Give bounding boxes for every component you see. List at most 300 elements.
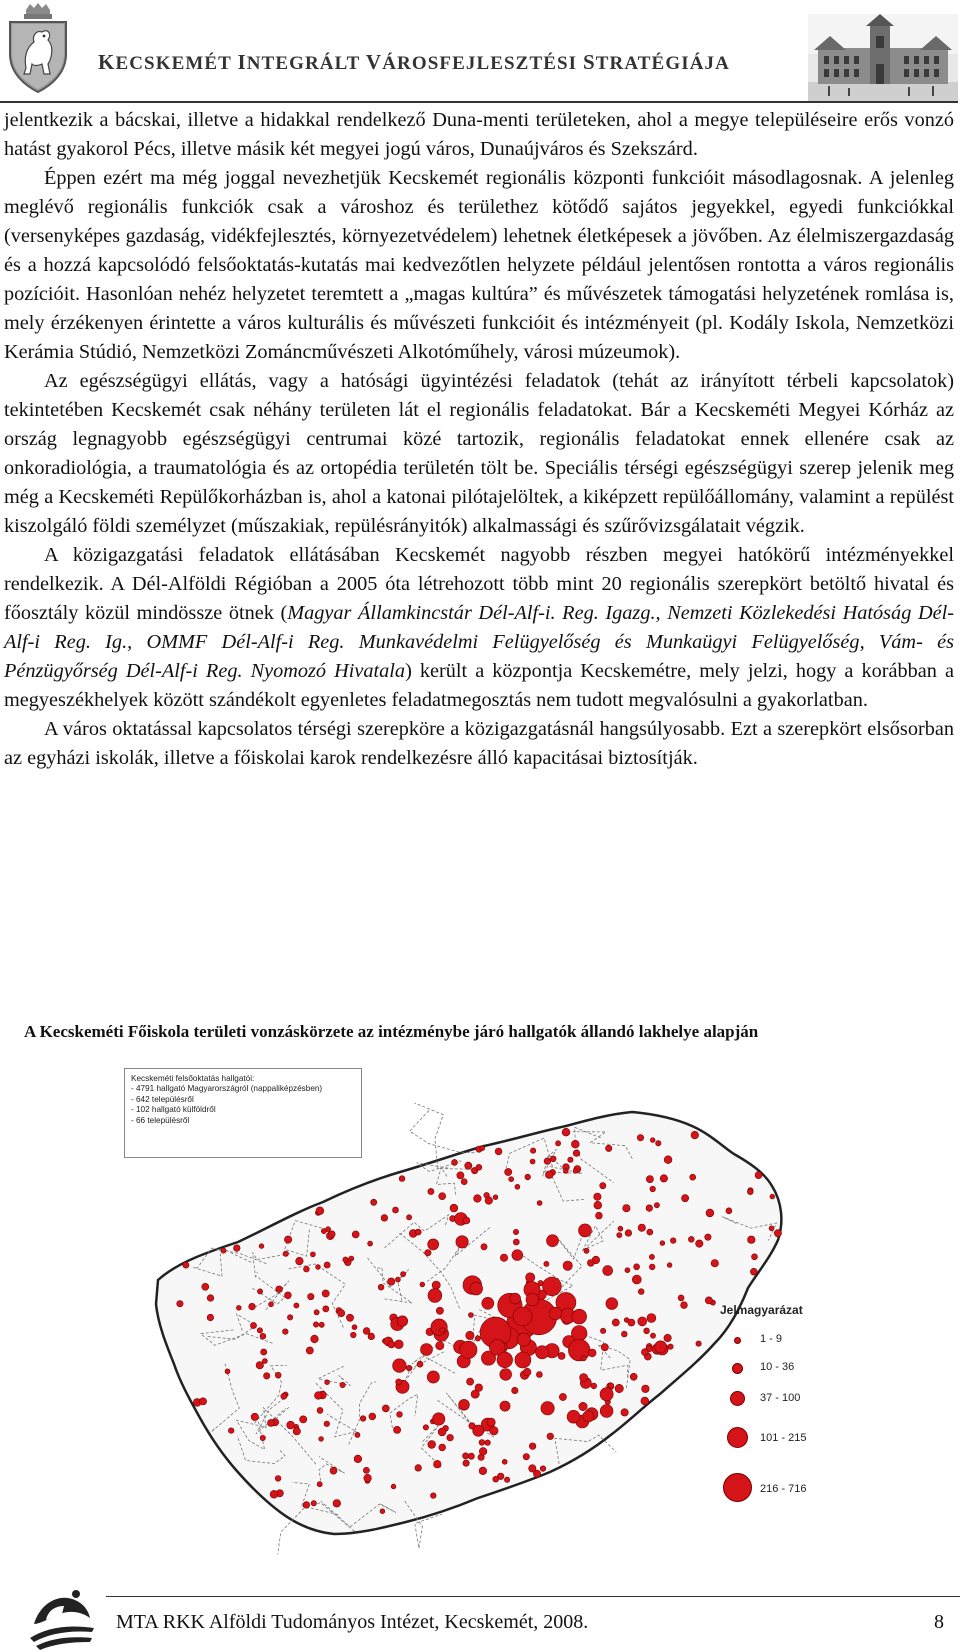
origin-marker	[706, 1209, 714, 1217]
origin-marker	[256, 1362, 263, 1369]
institute-logo-icon	[26, 1584, 98, 1650]
origin-marker	[457, 1172, 464, 1179]
origin-marker	[326, 1227, 331, 1232]
origin-marker	[594, 1201, 602, 1209]
origin-marker	[512, 1250, 523, 1261]
origin-marker	[427, 1371, 439, 1383]
origin-marker	[638, 1224, 645, 1231]
origin-marker	[769, 1226, 774, 1231]
origin-marker	[438, 1428, 446, 1436]
origin-marker	[315, 1392, 323, 1400]
origin-marker	[487, 1418, 495, 1426]
origin-marker	[572, 1309, 587, 1324]
institution-list: Magyar Államkincstár Dél-Alf-i. Reg. Igazg., Nemzeti Közlekedési Hatóság Dél-Alf-i Reg. Ig., OMMF Dél-Alf-i Reg. Munkavédelmi Felügyelőség és Munkaügyi Felügyelőség, Vám- és Pénzügyőrség Dél-Alf-i Reg. Nyomozó Hivatala	[4, 602, 954, 682]
origin-marker	[268, 1419, 275, 1426]
origin-marker	[668, 1344, 673, 1349]
origin-marker	[500, 1254, 507, 1261]
origin-marker	[432, 1281, 440, 1289]
origin-marker	[296, 1257, 304, 1265]
paragraph: Éppen ezért ma még joggal nevezhetjük Kecskemét regionális központi funkcióit másodlagosnak. A jelenleg meglévő regionális funkciók csak a városhoz és területhez kötődő sajátos jegyekkel, egyedi funkciókkal (versenyképes gazdaság, vidékfejlesztés, környezetvédelem) lehetnek életképesek a jövőben. Az élelmiszergazdaság és a hozzá kapcsolódó felsőoktatás-kutatás mai kedvezőtlen helyzete például jelentősen rontotta a város regionális pozícióit. Hasonlóan nehéz helyzetet teremtett a „magas kultúra” és művészetek támogatási helyzetének romlása is, mely érzékenyen érintette a város kulturális és művészeti funkcióit és intézményeit (pl. Kodály Iskola, Nemzetközi Kerámia Stúdió, Nemzetközi Zománcművészeti Alkotóműhely, városi múzeumok).	[4, 167, 954, 363]
origin-marker	[641, 1349, 648, 1356]
origin-marker	[580, 1374, 588, 1382]
origin-marker	[380, 1509, 385, 1514]
origin-marker	[479, 1448, 487, 1456]
footer-text: MTA RKK Alföldi Tudományos Intézet, Kecskemét, 2008.	[116, 1611, 589, 1633]
origin-marker	[654, 1203, 659, 1208]
info-line: - 102 hallgató külföldről	[131, 1105, 216, 1115]
origin-marker	[515, 1352, 531, 1368]
origin-marker	[621, 1331, 627, 1337]
info-line: - 642 településről	[131, 1094, 194, 1104]
origin-marker	[750, 1268, 757, 1275]
origin-marker	[656, 1141, 661, 1146]
origin-marker	[600, 1405, 613, 1418]
figure-caption: A Kecskeméti Főiskola területi vonzáskörzete az intézménybe járó hallgatók állandó lakhelye alapján	[24, 1022, 759, 1041]
origin-marker	[236, 1305, 241, 1310]
origin-marker	[461, 1179, 467, 1185]
origin-marker	[600, 1183, 606, 1189]
origin-marker	[650, 1186, 656, 1192]
origin-marker	[670, 1238, 676, 1244]
origin-marker	[394, 1426, 401, 1433]
origin-marker	[368, 1333, 375, 1340]
origin-marker	[529, 1465, 536, 1472]
origin-marker	[319, 1437, 324, 1442]
origin-marker	[393, 1207, 399, 1213]
origin-marker	[579, 1402, 587, 1410]
origin-marker	[460, 1341, 477, 1358]
origin-marker	[319, 1322, 324, 1327]
origin-marker	[567, 1410, 580, 1423]
origin-marker	[525, 1174, 531, 1180]
origin-marker	[510, 1293, 521, 1304]
origin-marker	[436, 1342, 444, 1350]
origin-marker	[512, 1387, 518, 1393]
origin-marker	[310, 1252, 315, 1257]
origin-marker	[688, 1236, 694, 1242]
origin-marker	[523, 1454, 529, 1460]
origin-marker	[550, 1156, 556, 1162]
origin-marker	[628, 1319, 635, 1326]
origin-marker	[536, 1346, 549, 1359]
origin-marker	[388, 1278, 395, 1285]
origin-marker	[500, 1369, 512, 1381]
origin-marker	[316, 1265, 321, 1270]
origin-marker	[281, 1393, 287, 1399]
document-header-title: KECSKEMÉT INTEGRÁLT VÁROSFEJLESZTÉSI STRATÉGIÁJA	[98, 50, 730, 74]
origin-marker	[207, 1314, 214, 1321]
origin-marker	[479, 1467, 487, 1475]
origin-marker	[284, 1236, 291, 1243]
origin-marker	[638, 1289, 644, 1295]
origin-marker	[655, 1341, 667, 1353]
origin-marker	[541, 1402, 554, 1415]
origin-marker	[396, 1379, 402, 1385]
origin-marker	[340, 1382, 345, 1387]
origin-marker	[324, 1421, 330, 1427]
origin-marker	[696, 1240, 703, 1247]
page-number: 8	[934, 1611, 944, 1633]
origin-marker	[317, 1482, 322, 1487]
origin-marker	[536, 1372, 542, 1378]
origin-marker	[559, 1393, 566, 1400]
origin-marker	[549, 1307, 562, 1320]
origin-marker	[250, 1322, 256, 1328]
origin-marker	[399, 1176, 405, 1182]
origin-marker	[228, 1428, 234, 1434]
origin-marker	[234, 1245, 241, 1252]
origin-marker	[283, 1251, 288, 1256]
origin-marker	[630, 1373, 637, 1380]
origin-marker	[641, 1397, 649, 1405]
origin-marker	[547, 1235, 559, 1247]
origin-marker	[401, 1272, 406, 1277]
origin-marker	[431, 1319, 447, 1335]
origin-marker	[421, 1344, 433, 1356]
origin-marker	[463, 1217, 470, 1224]
origin-marker	[625, 1268, 630, 1273]
origin-marker	[463, 1453, 469, 1459]
origin-marker	[591, 1383, 597, 1389]
origin-marker	[354, 1455, 362, 1463]
origin-marker	[545, 1171, 553, 1179]
origin-marker	[644, 1328, 650, 1334]
country-outline	[156, 1112, 781, 1534]
origin-marker	[325, 1380, 330, 1385]
origin-marker	[466, 1331, 474, 1339]
origin-marker	[352, 1231, 359, 1238]
origin-marker	[393, 1359, 407, 1373]
origin-marker	[415, 1465, 422, 1472]
origin-marker	[306, 1347, 313, 1354]
origin-marker	[752, 1254, 758, 1260]
origin-marker	[294, 1303, 299, 1308]
origin-marker	[647, 1229, 653, 1235]
info-line: - 66 településről	[131, 1115, 190, 1125]
origin-marker	[637, 1135, 643, 1141]
legend-marker	[727, 1427, 748, 1448]
origin-marker	[468, 1453, 474, 1459]
origin-marker	[452, 1159, 458, 1165]
origin-marker	[588, 1349, 596, 1357]
origin-marker	[563, 1261, 572, 1270]
origin-marker	[313, 1322, 318, 1327]
origin-marker	[600, 1388, 613, 1401]
origin-marker	[270, 1490, 278, 1498]
origin-marker	[625, 1230, 632, 1237]
origin-marker	[391, 1484, 396, 1489]
origin-marker	[183, 1262, 189, 1268]
origin-marker	[558, 1352, 565, 1359]
origin-marker	[261, 1349, 267, 1355]
origin-marker	[568, 1157, 573, 1162]
origin-marker	[770, 1194, 775, 1199]
origin-marker	[360, 1416, 366, 1422]
origin-marker	[363, 1328, 370, 1335]
origin-marker	[513, 1239, 519, 1245]
origin-marker	[547, 1433, 554, 1440]
origin-marker	[308, 1293, 314, 1299]
city-crest-icon	[4, 2, 72, 94]
origin-marker	[526, 1293, 539, 1306]
origin-marker	[484, 1192, 490, 1198]
origin-marker	[634, 1264, 640, 1270]
origin-marker	[474, 1195, 482, 1203]
origin-marker	[352, 1325, 357, 1330]
origin-marker	[660, 1241, 665, 1246]
origin-marker	[469, 1423, 475, 1429]
origin-marker	[262, 1359, 267, 1364]
origin-marker	[517, 1333, 530, 1346]
origin-marker	[600, 1328, 605, 1333]
origin-marker	[459, 1399, 470, 1410]
origin-marker	[705, 1234, 711, 1240]
origin-marker	[540, 1466, 546, 1472]
origin-marker	[596, 1212, 603, 1219]
origin-marker	[682, 1195, 689, 1202]
legend-item: 37 - 100	[720, 1389, 840, 1419]
origin-marker	[579, 1224, 592, 1237]
origin-marker	[490, 1427, 498, 1435]
origin-marker	[287, 1315, 292, 1320]
origin-marker	[493, 1476, 499, 1482]
legend-marker	[732, 1363, 743, 1374]
origin-marker	[283, 1329, 289, 1335]
origin-marker	[314, 1310, 319, 1315]
origin-marker	[544, 1158, 551, 1165]
origin-marker	[395, 1277, 400, 1282]
origin-marker	[515, 1184, 520, 1189]
origin-marker	[293, 1428, 300, 1435]
origin-marker	[433, 1413, 445, 1425]
legend-item: 216 - 716	[720, 1473, 840, 1503]
origin-marker	[584, 1248, 589, 1253]
origin-marker	[428, 1441, 436, 1449]
origin-marker	[434, 1460, 442, 1468]
origin-marker	[568, 1339, 590, 1361]
origin-marker	[317, 1407, 323, 1413]
origin-marker	[479, 1440, 485, 1446]
origin-marker	[397, 1412, 403, 1418]
origin-marker	[202, 1283, 209, 1290]
origin-marker	[500, 1401, 510, 1411]
origin-marker	[346, 1314, 353, 1321]
origin-marker	[470, 1282, 483, 1295]
info-line: Kecskeméti felsőoktatás hallgatói:	[131, 1074, 255, 1083]
origin-marker	[207, 1295, 214, 1302]
origin-marker	[287, 1421, 295, 1429]
origin-marker	[632, 1275, 641, 1284]
origin-marker	[388, 1341, 395, 1348]
origin-marker	[275, 1372, 281, 1378]
origin-marker	[594, 1193, 601, 1200]
origin-marker	[221, 1248, 226, 1253]
origin-marker	[465, 1162, 472, 1169]
origin-marker	[481, 1244, 487, 1250]
header-rule	[0, 101, 958, 103]
origin-marker	[664, 1334, 671, 1341]
origin-marker	[378, 1284, 384, 1290]
origin-marker	[468, 1313, 473, 1318]
origin-marker	[258, 1289, 263, 1294]
origin-marker	[311, 1335, 319, 1343]
origin-marker	[526, 1273, 535, 1282]
origin-marker	[406, 1365, 412, 1371]
origin-marker	[311, 1501, 316, 1506]
origin-marker	[493, 1195, 498, 1200]
origin-marker	[428, 1188, 434, 1194]
origin-marker	[571, 1140, 579, 1148]
origin-marker	[646, 1176, 653, 1183]
origin-marker	[324, 1262, 330, 1268]
origin-marker	[573, 1169, 578, 1174]
origin-marker	[563, 1169, 568, 1174]
origin-marker	[529, 1443, 536, 1450]
origin-marker	[538, 1280, 543, 1285]
origin-marker	[260, 1435, 265, 1440]
origin-marker	[480, 1146, 485, 1151]
origin-marker	[371, 1199, 377, 1205]
origin-marker	[420, 1282, 425, 1287]
origin-marker	[618, 1226, 623, 1231]
origin-marker	[606, 1145, 612, 1151]
origin-marker	[351, 1332, 357, 1338]
origin-marker	[333, 1500, 341, 1508]
origin-marker	[581, 1355, 586, 1360]
origin-marker	[664, 1156, 672, 1164]
origin-marker	[450, 1204, 458, 1212]
origin-marker	[774, 1230, 781, 1237]
paragraph: jelentkezik a bácskai, illetve a hidakkal rendelkező Duna-menti területeken, ahol a megye településeire erős vonzó hatást gyakorol Pécs, illetve másik két megyei jogú város, Dunaújváros és Szekszárd.	[4, 109, 954, 160]
origin-marker	[513, 1229, 518, 1234]
origin-marker	[646, 1205, 653, 1212]
origin-marker	[650, 1333, 655, 1338]
legend-item: 1 - 9	[720, 1331, 840, 1361]
origin-marker	[726, 1208, 732, 1214]
origin-marker	[382, 1405, 389, 1412]
origin-marker	[439, 1193, 446, 1200]
origin-marker	[649, 1254, 654, 1259]
origin-marker	[615, 1384, 623, 1392]
origin-marker	[417, 1361, 423, 1367]
origin-marker	[748, 1236, 756, 1244]
legend-item: 10 - 36	[720, 1359, 840, 1389]
origin-marker	[696, 1341, 701, 1346]
origin-marker	[397, 1316, 408, 1327]
origin-marker	[573, 1150, 580, 1157]
origin-marker	[456, 1236, 468, 1248]
origin-marker	[660, 1175, 667, 1182]
origin-marker	[275, 1476, 281, 1482]
footer-rule	[106, 1596, 960, 1597]
origin-marker	[691, 1131, 699, 1139]
origin-marker	[249, 1303, 256, 1310]
origin-marker	[323, 1306, 329, 1312]
origin-marker	[649, 1264, 655, 1270]
origin-marker	[502, 1459, 507, 1464]
origin-marker	[467, 1378, 474, 1385]
origin-marker	[364, 1474, 372, 1482]
origin-marker	[322, 1290, 329, 1297]
origin-marker	[482, 1297, 494, 1309]
origin-marker	[425, 1250, 431, 1256]
origin-marker	[705, 1297, 712, 1304]
legend-marker	[730, 1391, 745, 1406]
info-line: - 4791 hallgató Magyarországról (nappaliképzésben)	[131, 1084, 323, 1094]
origin-marker	[755, 1172, 762, 1179]
origin-marker	[642, 1385, 650, 1393]
origin-marker	[471, 1390, 479, 1398]
origin-marker	[428, 1289, 442, 1303]
body-text	[4, 106, 954, 773]
origin-marker	[264, 1373, 270, 1379]
origin-marker	[447, 1434, 454, 1441]
origin-marker	[678, 1295, 684, 1301]
origin-marker	[475, 1336, 480, 1341]
origin-marker	[747, 1189, 753, 1195]
origin-marker	[363, 1467, 369, 1473]
legend-marker	[723, 1473, 752, 1502]
origin-marker	[440, 1328, 445, 1333]
origin-marker	[556, 1141, 561, 1146]
origin-marker	[562, 1128, 570, 1136]
origin-marker	[609, 1383, 614, 1388]
origin-marker	[681, 1302, 688, 1309]
legend-title: Jelmagyarázat	[720, 1303, 803, 1317]
origin-marker	[369, 1413, 376, 1420]
origin-marker	[423, 1425, 428, 1430]
origin-marker	[285, 1292, 292, 1299]
origin-marker	[407, 1215, 412, 1220]
origin-marker	[504, 1477, 509, 1482]
origin-marker	[338, 1310, 345, 1317]
origin-marker	[368, 1241, 373, 1246]
origin-marker	[523, 1368, 531, 1376]
map-legend	[720, 1303, 840, 1535]
origin-marker	[439, 1444, 446, 1451]
origin-marker	[276, 1286, 283, 1293]
origin-marker	[436, 1307, 443, 1314]
origin-marker	[415, 1229, 421, 1235]
legend-item: 101 - 215	[720, 1427, 840, 1457]
city-hall-photo	[808, 14, 958, 102]
origin-marker	[505, 1168, 512, 1175]
origin-marker	[667, 1263, 672, 1268]
origin-marker	[647, 1314, 656, 1323]
info-box	[124, 1068, 362, 1158]
origin-marker	[394, 1340, 403, 1349]
region-border	[410, 1109, 475, 1152]
origin-marker	[485, 1440, 491, 1446]
origin-marker	[544, 1261, 549, 1266]
origin-marker	[259, 1244, 264, 1249]
origin-marker	[621, 1409, 628, 1416]
origin-marker	[269, 1302, 274, 1307]
paragraph: A közigazgatási feladatok ellátásában Kecskemét nagyobb részben megyei hatókörű intézményekkel rendelkezik. A Dél-Alföldi Régióban a 2005 óta létrehozott több mint 20 regionális szerepkört betöltő hivatal és főosztály közül mindössze ötnek (Magyar Államkincstár Dél-Alf-i. Reg. Igazg., Nemzeti Közlekedési Hatóság Dél-Alf-i Reg. Ig., OMMF Dél-Alf-i Reg. Munkavédelmi Felügyelőség és Munkaügyi Felügyelőség, Vám- és Pénzügyőrség Dél-Alf-i Reg. Nyomozó Hivatala) került a központja Kecskemétre, mely jelzi, hogy a korábban a megyeszékhelyek között szándékolt egyenletes feladatmegosztás nem tudott megvalósulni a gyakorlatban.	[4, 544, 954, 711]
origin-marker	[316, 1207, 324, 1215]
origin-marker	[601, 1344, 608, 1351]
paragraph: A város oktatással kapcsolatos térségi szerepköre a közigazgatásnál hangsúlyosabb. Ezt a szerepkört elsősorban az egyházi iskolák, illetve a főiskolai karok rendelkezésre álló kapacitásai biztosítják.	[4, 718, 954, 769]
origin-marker	[329, 1231, 336, 1238]
origin-marker	[690, 1174, 696, 1180]
origin-marker	[623, 1205, 630, 1212]
origin-marker	[476, 1164, 482, 1170]
origin-marker	[603, 1266, 613, 1276]
origin-marker	[303, 1502, 310, 1509]
origin-marker	[612, 1319, 619, 1326]
origin-marker	[638, 1317, 647, 1326]
origin-marker	[330, 1467, 337, 1474]
